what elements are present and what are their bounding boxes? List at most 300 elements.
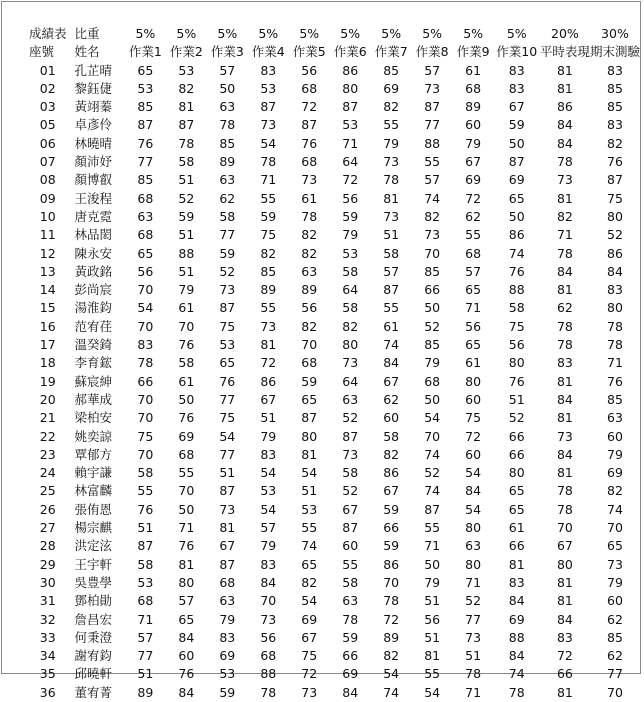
score-cell: 76 xyxy=(607,373,623,389)
seat-number: 34 xyxy=(39,648,56,664)
score-cell: 82 xyxy=(178,80,195,96)
score-cell: 82 xyxy=(607,135,623,151)
seat-number: 12 xyxy=(39,245,56,261)
score-cell: 63 xyxy=(137,208,154,224)
score-cell: 79 xyxy=(219,611,236,627)
score-cell: 65 xyxy=(301,391,318,407)
score-cell: 68 xyxy=(260,648,277,664)
weight-cell: 5% xyxy=(340,26,361,41)
score-cell: 60 xyxy=(607,428,623,444)
score-cell: 60 xyxy=(383,410,400,426)
weight-cell: 30% xyxy=(601,26,629,41)
score-cell: 70 xyxy=(301,337,318,353)
score-cell: 88 xyxy=(178,245,195,261)
table-row xyxy=(29,611,640,629)
student-name: 邱曉軒 xyxy=(74,666,113,682)
score-cell: 50 xyxy=(424,391,441,407)
score-cell: 58 xyxy=(178,154,195,170)
score-cell: 71 xyxy=(465,574,482,590)
score-cell: 68 xyxy=(301,80,318,96)
table-body xyxy=(29,62,640,702)
table-row xyxy=(29,135,640,153)
score-cell: 65 xyxy=(508,190,525,206)
score-cell: 58 xyxy=(178,355,195,371)
table-row xyxy=(29,556,640,574)
score-cell: 70 xyxy=(607,520,623,536)
seat-number: 11 xyxy=(39,227,56,243)
score-cell: 84 xyxy=(556,117,573,133)
score-cell: 59 xyxy=(342,629,359,645)
score-cell: 54 xyxy=(137,300,154,316)
score-cell: 58 xyxy=(383,428,400,444)
student-name: 林曉晴 xyxy=(74,135,113,151)
score-cell: 82 xyxy=(301,227,318,243)
student-name: 林富麟 xyxy=(74,483,113,499)
score-cell: 53 xyxy=(137,80,154,96)
score-cell: 85 xyxy=(607,629,623,645)
score-cell: 78 xyxy=(607,337,623,353)
seat-number: 13 xyxy=(39,263,56,279)
student-name: 蘇宸紳 xyxy=(74,373,113,389)
score-cell: 86 xyxy=(556,99,573,115)
column-header: 作業7 xyxy=(374,44,408,60)
column-header: 作業8 xyxy=(415,44,449,60)
score-cell: 65 xyxy=(137,245,154,261)
score-cell: 88 xyxy=(508,282,525,298)
score-cell: 73 xyxy=(260,117,277,133)
score-cell: 78 xyxy=(137,355,154,371)
score-cell: 79 xyxy=(260,428,277,444)
table-row xyxy=(29,299,640,317)
seat-number: 25 xyxy=(39,483,56,499)
score-cell: 87 xyxy=(424,501,441,517)
score-cell: 72 xyxy=(556,648,573,664)
score-cell: 69 xyxy=(178,428,195,444)
grade-table xyxy=(29,25,640,702)
student-name: 范宥荏 xyxy=(74,318,113,334)
student-name: 吳豊學 xyxy=(74,574,113,590)
score-cell: 51 xyxy=(383,227,400,243)
score-cell: 59 xyxy=(342,208,359,224)
table-row xyxy=(29,336,640,354)
column-header: 作業5 xyxy=(292,44,326,60)
score-cell: 50 xyxy=(508,208,525,224)
seat-number: 08 xyxy=(39,172,56,188)
score-cell: 63 xyxy=(342,593,359,609)
score-cell: 74 xyxy=(607,501,623,517)
table-title-label: 成績表 xyxy=(29,26,67,41)
score-cell: 69 xyxy=(383,80,400,96)
table-row xyxy=(29,116,640,134)
score-cell: 87 xyxy=(607,172,623,188)
score-cell: 87 xyxy=(219,300,236,316)
score-cell: 81 xyxy=(556,373,573,389)
weight-cell: 20% xyxy=(551,26,579,41)
score-cell: 67 xyxy=(342,501,359,517)
score-cell: 83 xyxy=(260,446,277,462)
student-name: 湯淮鈞 xyxy=(74,300,113,316)
table-row xyxy=(29,592,640,610)
score-cell: 84 xyxy=(556,611,573,627)
score-cell: 51 xyxy=(178,227,195,243)
score-cell: 76 xyxy=(178,337,195,353)
score-cell: 78 xyxy=(383,172,400,188)
student-name: 謝宥鈞 xyxy=(74,648,113,664)
score-cell: 65 xyxy=(137,62,154,78)
score-cell: 66 xyxy=(137,373,154,389)
score-cell: 67 xyxy=(556,538,573,554)
student-name: 梁柏安 xyxy=(74,410,113,426)
table-row xyxy=(29,226,640,244)
score-cell: 72 xyxy=(301,99,318,115)
column-header-row xyxy=(29,43,640,61)
score-cell: 76 xyxy=(178,666,195,682)
score-cell: 77 xyxy=(219,446,236,462)
score-cell: 70 xyxy=(178,318,195,334)
score-cell: 52 xyxy=(607,227,623,243)
score-cell: 87 xyxy=(342,520,359,536)
score-cell: 81 xyxy=(556,80,573,96)
score-cell: 78 xyxy=(556,501,573,517)
score-cell: 55 xyxy=(137,483,154,499)
score-cell: 68 xyxy=(424,373,441,389)
student-name: 郝華成 xyxy=(74,391,113,407)
score-cell: 63 xyxy=(301,263,318,279)
score-cell: 54 xyxy=(465,465,482,481)
score-cell: 56 xyxy=(508,337,525,353)
score-cell: 80 xyxy=(556,556,573,572)
score-cell: 60 xyxy=(178,648,195,664)
score-cell: 88 xyxy=(508,629,525,645)
score-cell: 53 xyxy=(342,117,359,133)
score-cell: 84 xyxy=(465,483,482,499)
weight-label: 比重 xyxy=(74,26,100,41)
seat-number: 28 xyxy=(39,538,56,554)
seat-number: 20 xyxy=(39,391,56,407)
table-row xyxy=(29,665,640,683)
score-cell: 52 xyxy=(342,483,359,499)
score-cell: 56 xyxy=(137,263,154,279)
score-cell: 70 xyxy=(137,410,154,426)
score-cell: 70 xyxy=(137,282,154,298)
score-cell: 51 xyxy=(137,666,154,682)
score-cell: 73 xyxy=(342,355,359,371)
score-cell: 87 xyxy=(342,99,359,115)
student-name: 陳永安 xyxy=(74,245,113,261)
score-cell: 85 xyxy=(424,337,441,353)
score-cell: 78 xyxy=(607,318,623,334)
column-header: 作業3 xyxy=(210,44,244,60)
score-cell: 77 xyxy=(219,227,236,243)
score-cell: 60 xyxy=(465,117,482,133)
score-cell: 84 xyxy=(342,684,359,700)
score-cell: 60 xyxy=(342,538,359,554)
score-cell: 65 xyxy=(607,538,623,554)
score-cell: 51 xyxy=(301,483,318,499)
table-row xyxy=(29,684,640,702)
seat-number: 29 xyxy=(39,556,56,572)
score-cell: 79 xyxy=(607,574,623,590)
seat-number: 22 xyxy=(39,428,56,444)
score-cell: 70 xyxy=(178,483,195,499)
score-cell: 82 xyxy=(383,648,400,664)
score-cell: 84 xyxy=(556,135,573,151)
score-cell: 81 xyxy=(178,99,195,115)
score-cell: 76 xyxy=(301,135,318,151)
score-cell: 78 xyxy=(556,154,573,170)
score-cell: 75 xyxy=(508,318,525,334)
score-cell: 69 xyxy=(342,666,359,682)
score-cell: 69 xyxy=(508,611,525,627)
score-cell: 78 xyxy=(178,135,195,151)
score-cell: 77 xyxy=(465,611,482,627)
seat-number: 15 xyxy=(39,300,56,316)
score-cell: 73 xyxy=(383,208,400,224)
score-cell: 61 xyxy=(508,520,525,536)
score-cell: 81 xyxy=(508,556,525,572)
score-cell: 71 xyxy=(465,300,482,316)
weight-cell: 5% xyxy=(463,26,484,41)
table-row xyxy=(29,391,640,409)
score-cell: 59 xyxy=(383,501,400,517)
score-cell: 51 xyxy=(178,263,195,279)
score-cell: 51 xyxy=(137,520,154,536)
score-cell: 59 xyxy=(219,245,236,261)
student-name: 董宥菁 xyxy=(74,684,113,700)
student-name: 林品閎 xyxy=(74,227,113,243)
score-cell: 85 xyxy=(607,391,623,407)
seat-number: 01 xyxy=(39,62,56,78)
score-cell: 65 xyxy=(465,337,482,353)
score-cell: 63 xyxy=(219,99,236,115)
score-cell: 77 xyxy=(607,666,623,682)
score-cell: 69 xyxy=(607,465,623,481)
score-cell: 53 xyxy=(260,483,277,499)
table-row xyxy=(29,98,640,116)
score-cell: 83 xyxy=(607,117,623,133)
score-cell: 77 xyxy=(137,648,154,664)
score-cell: 62 xyxy=(219,190,236,206)
score-cell: 89 xyxy=(383,629,400,645)
table-row xyxy=(29,409,640,427)
score-cell: 59 xyxy=(383,538,400,554)
score-cell: 55 xyxy=(465,227,482,243)
score-cell: 65 xyxy=(508,501,525,517)
score-cell: 87 xyxy=(301,117,318,133)
seat-number: 31 xyxy=(39,593,56,609)
score-cell: 61 xyxy=(465,62,482,78)
score-cell: 73 xyxy=(219,282,236,298)
score-cell: 78 xyxy=(383,593,400,609)
score-cell: 80 xyxy=(607,300,623,316)
score-cell: 56 xyxy=(301,62,318,78)
score-cell: 72 xyxy=(383,611,400,627)
score-cell: 51 xyxy=(465,648,482,664)
score-cell: 76 xyxy=(508,263,525,279)
score-cell: 71 xyxy=(178,520,195,536)
score-cell: 57 xyxy=(383,263,400,279)
column-header: 期末測驗 xyxy=(589,44,640,60)
document-frame xyxy=(1,1,641,700)
score-cell: 64 xyxy=(342,154,359,170)
score-cell: 74 xyxy=(424,446,441,462)
column-header: 作業2 xyxy=(169,44,203,60)
score-cell: 74 xyxy=(383,684,400,700)
score-cell: 66 xyxy=(342,648,359,664)
score-cell: 77 xyxy=(424,117,441,133)
seat-number: 27 xyxy=(39,520,56,536)
score-cell: 63 xyxy=(342,391,359,407)
score-cell: 51 xyxy=(424,593,441,609)
score-cell: 70 xyxy=(556,520,573,536)
score-cell: 55 xyxy=(424,520,441,536)
score-cell: 79 xyxy=(424,355,441,371)
score-cell: 74 xyxy=(508,666,525,682)
score-cell: 75 xyxy=(260,227,277,243)
score-cell: 80 xyxy=(607,208,623,224)
score-cell: 57 xyxy=(424,172,441,188)
score-cell: 61 xyxy=(383,318,400,334)
score-cell: 58 xyxy=(383,245,400,261)
weight-cell: 5% xyxy=(258,26,279,41)
score-cell: 70 xyxy=(137,318,154,334)
score-cell: 50 xyxy=(424,556,441,572)
score-cell: 57 xyxy=(137,629,154,645)
score-cell: 84 xyxy=(260,574,277,590)
student-name: 李育鋐 xyxy=(74,355,113,371)
score-cell: 78 xyxy=(342,611,359,627)
seat-number: 09 xyxy=(39,190,56,206)
score-cell: 79 xyxy=(260,538,277,554)
score-cell: 84 xyxy=(508,593,525,609)
score-cell: 53 xyxy=(260,80,277,96)
student-name: 溫癸錡 xyxy=(74,337,113,353)
score-cell: 54 xyxy=(424,684,441,700)
score-cell: 83 xyxy=(260,556,277,572)
student-name: 詹昌宏 xyxy=(74,611,113,627)
score-cell: 71 xyxy=(260,172,277,188)
score-cell: 82 xyxy=(383,446,400,462)
column-header: 作業1 xyxy=(128,44,162,60)
score-cell: 83 xyxy=(219,629,236,645)
weight-cell: 5% xyxy=(176,26,197,41)
score-cell: 81 xyxy=(556,593,573,609)
score-cell: 82 xyxy=(424,208,441,224)
score-cell: 89 xyxy=(301,282,318,298)
score-cell: 55 xyxy=(260,190,277,206)
score-cell: 86 xyxy=(383,556,400,572)
score-cell: 81 xyxy=(556,684,573,700)
score-cell: 73 xyxy=(607,556,623,572)
score-cell: 79 xyxy=(383,135,400,151)
score-cell: 55 xyxy=(424,154,441,170)
score-cell: 70 xyxy=(607,684,623,700)
score-cell: 68 xyxy=(137,190,154,206)
score-cell: 56 xyxy=(342,190,359,206)
score-cell: 82 xyxy=(260,245,277,261)
score-cell: 52 xyxy=(342,410,359,426)
score-cell: 63 xyxy=(465,538,482,554)
score-cell: 62 xyxy=(465,208,482,224)
score-cell: 70 xyxy=(424,245,441,261)
score-cell: 71 xyxy=(342,135,359,151)
score-cell: 70 xyxy=(383,574,400,590)
score-cell: 58 xyxy=(342,574,359,590)
score-cell: 68 xyxy=(137,227,154,243)
score-cell: 88 xyxy=(260,666,277,682)
score-cell: 73 xyxy=(342,446,359,462)
score-cell: 89 xyxy=(219,154,236,170)
score-cell: 85 xyxy=(607,80,623,96)
score-cell: 76 xyxy=(178,538,195,554)
score-cell: 68 xyxy=(301,154,318,170)
table-row xyxy=(29,501,640,519)
score-cell: 52 xyxy=(424,465,441,481)
score-cell: 72 xyxy=(465,190,482,206)
score-cell: 71 xyxy=(607,355,623,371)
score-cell: 63 xyxy=(607,410,623,426)
score-cell: 51 xyxy=(260,410,277,426)
score-cell: 86 xyxy=(607,245,623,261)
score-cell: 83 xyxy=(508,574,525,590)
score-cell: 76 xyxy=(137,501,154,517)
score-cell: 66 xyxy=(383,520,400,536)
table-row xyxy=(29,647,640,665)
score-cell: 81 xyxy=(301,446,318,462)
table-header xyxy=(29,25,640,62)
score-cell: 85 xyxy=(260,263,277,279)
score-cell: 74 xyxy=(301,538,318,554)
score-cell: 76 xyxy=(219,373,236,389)
weight-cell: 5% xyxy=(299,26,320,41)
table-row xyxy=(29,281,640,299)
score-cell: 79 xyxy=(607,446,623,462)
score-cell: 84 xyxy=(178,629,195,645)
score-cell: 82 xyxy=(301,318,318,334)
score-cell: 78 xyxy=(556,483,573,499)
score-cell: 53 xyxy=(219,666,236,682)
score-cell: 55 xyxy=(383,117,400,133)
score-cell: 65 xyxy=(301,556,318,572)
score-cell: 50 xyxy=(178,501,195,517)
score-cell: 73 xyxy=(424,80,441,96)
table-row xyxy=(29,428,640,446)
score-cell: 58 xyxy=(508,300,525,316)
score-cell: 80 xyxy=(342,337,359,353)
table-row xyxy=(29,519,640,537)
score-cell: 58 xyxy=(342,465,359,481)
student-name: 覃郁方 xyxy=(74,446,113,462)
score-cell: 75 xyxy=(219,318,236,334)
table-row xyxy=(29,208,640,226)
student-name: 賴宇謙 xyxy=(74,465,113,481)
score-cell: 72 xyxy=(465,428,482,444)
score-cell: 55 xyxy=(260,300,277,316)
score-cell: 62 xyxy=(383,391,400,407)
score-cell: 65 xyxy=(219,355,236,371)
score-cell: 73 xyxy=(556,172,573,188)
student-name: 鄧柏勛 xyxy=(74,593,113,609)
score-cell: 64 xyxy=(342,282,359,298)
seat-number: 17 xyxy=(39,337,56,353)
score-cell: 85 xyxy=(607,99,623,115)
score-cell: 87 xyxy=(342,428,359,444)
score-cell: 67 xyxy=(219,538,236,554)
score-cell: 55 xyxy=(424,666,441,682)
score-cell: 78 xyxy=(260,154,277,170)
weight-cell: 5% xyxy=(217,26,238,41)
score-cell: 86 xyxy=(383,465,400,481)
